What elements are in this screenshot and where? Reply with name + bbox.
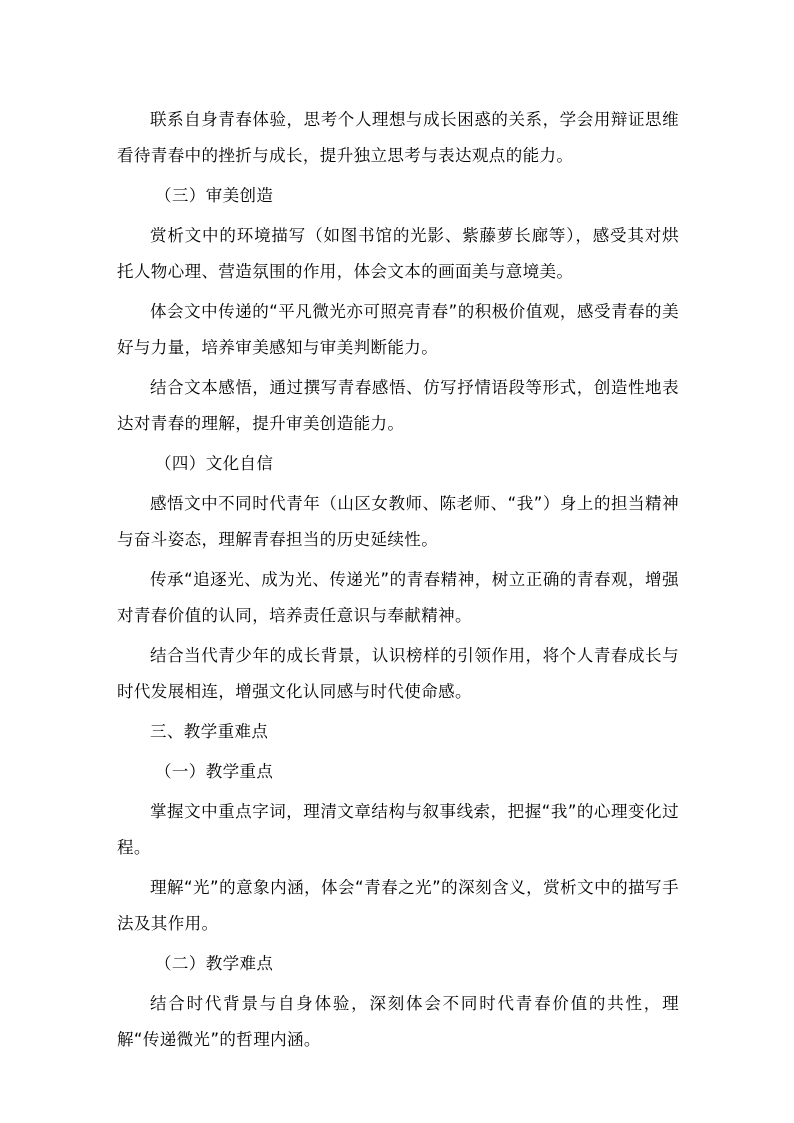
paragraph-focus-imagery: 理解“光”的意象内涵，体会“青春之光”的深刻含义，赏析文中的描写手法及其作用。 (117, 878, 679, 933)
paragraph-values: 体会文中传递的“平凡微光亦可照亮青春”的积极价值观，感受青春的美好与力量，培养审美感知与审美判断能力。 (117, 302, 679, 357)
paragraph-focus-words: 掌握文中重点字词，理清文章结构与叙事线索，把握“我”的心理变化过程。 (117, 802, 679, 857)
subheading-teaching-difficulty: （二）教学难点 (155, 954, 274, 973)
subheading-aesthetic-creation: （三）审美创造 (155, 186, 274, 205)
section-heading-key-points: 三、教学重难点 (150, 722, 269, 741)
document-body (117, 102, 679, 1062)
subheading-cultural-confidence: （四）文化自信 (155, 454, 274, 473)
paragraph-environment-description: 赏析文中的环境描写（如图书馆的光影、紫藤萝长廊等），感受其对烘托人物心理、营造氛围的作用，体会文本的画面美与意境美。 (117, 226, 679, 281)
paragraph-inherit-spirit: 传承“追逐光、成为光、传递光”的青春精神，树立正确的青春观，增强对青春价值的认同，培养责任意识与奉献精神。 (117, 570, 679, 625)
paragraph-reflection: 联系自身青春体验，思考个人理想与成长困惑的关系，学会用辩证思维看待青春中的挫折与成长，提升独立思考与表达观点的能力。 (117, 110, 679, 165)
paragraph-creative-writing: 结合文本感悟，通过撰写青春感悟、仿写抒情语段等形式，创造性地表达对青春的理解，提升审美创造能力。 (117, 378, 679, 433)
paragraph-youth-responsibility: 感悟文中不同时代青年（山区女教师、陈老师、“我”）身上的担当精神与奋斗姿态，理解青春担当的历史延续性。 (117, 494, 679, 549)
paragraph-difficulty: 结合时代背景与自身体验，深刻体会不同时代青春价值的共性，理解“传递微光”的哲理内涵。 (117, 994, 679, 1049)
subheading-teaching-focus: （一）教学重点 (155, 762, 274, 781)
paragraph-role-models: 结合当代青少年的成长背景，认识榜样的引领作用，将个人青春成长与时代发展相连，增强文化认同感与时代使命感。 (117, 646, 679, 701)
